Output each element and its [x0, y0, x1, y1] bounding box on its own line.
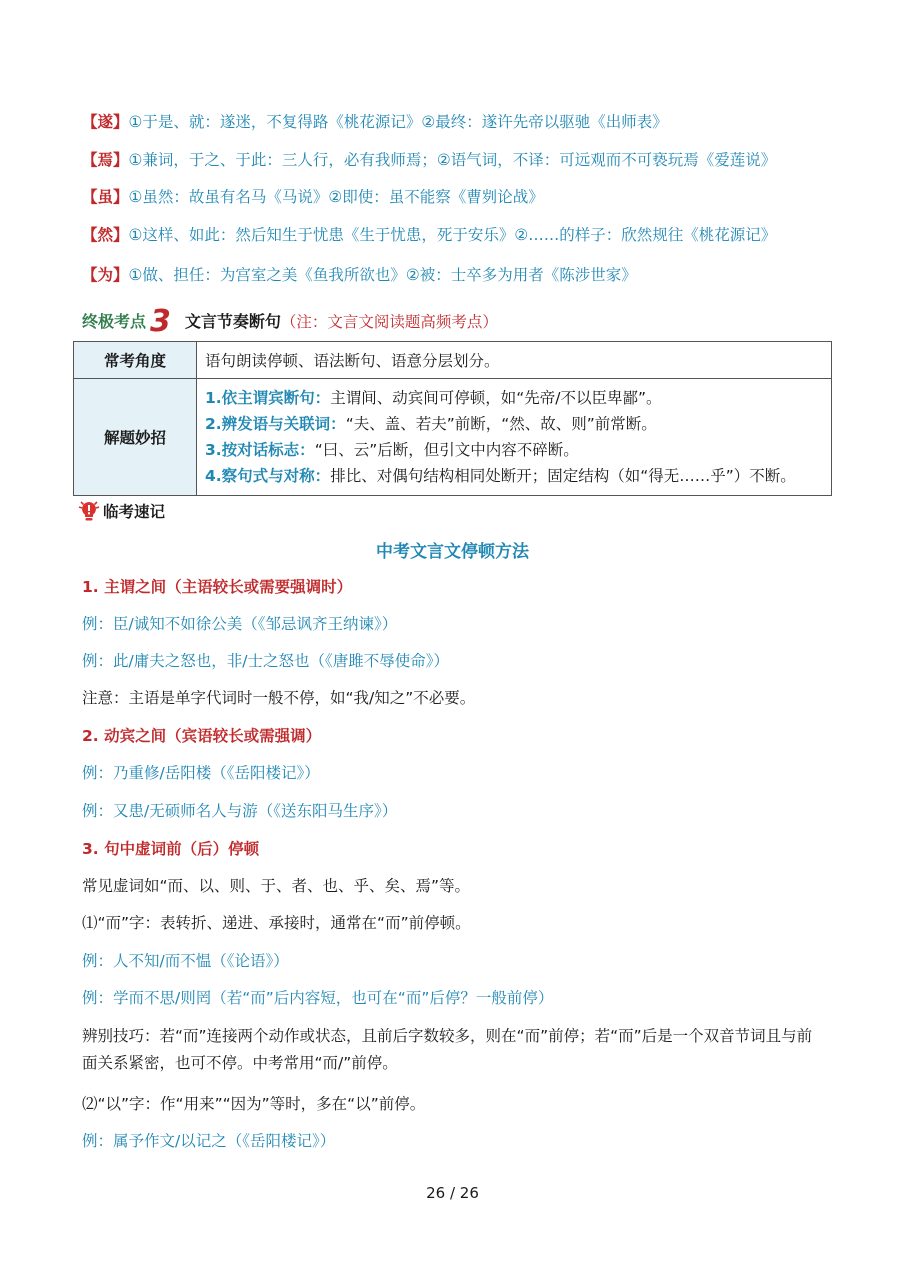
content-line: 辨别技巧：若“而”连接两个动作或状态，且前后字数较多，则在“而”前停；若“而”后是一个双音节词且与前: [82, 1027, 813, 1045]
section-note: （注：文言文阅读题高频考点）: [280, 313, 498, 331]
memo-label: 临考速记: [103, 503, 166, 521]
content-line: 注意：主语是单字代词时一般不停，如“我/知之”不必要。: [82, 689, 476, 707]
tip-key: 2.辨发语与关联词：: [205, 415, 346, 433]
word-char: 【虽】: [82, 188, 129, 206]
section-heading: 文言节奏断句: [184, 312, 281, 331]
tip-key: 4.察句式与对称：: [205, 467, 331, 485]
word-definition: ①于是、就：遂迷，不复得路《桃花源记》②最终：遂许先帝以驱驰《出师表》: [128, 113, 668, 131]
tip-key: 3.按对话标志：: [205, 441, 315, 459]
content-line: 例：乃重修/岳阳楼（《岳阳楼记》）: [82, 764, 320, 782]
word-entry: [82, 149, 776, 171]
content-line: ⑴“而”字：表转折、递进、承接时，通常在“而”前停顿。: [82, 914, 471, 932]
memo-heading: [78, 499, 165, 525]
content-line: 例：属予作文/以记之（《岳阳楼记》）: [82, 1132, 336, 1150]
tip-text: 排比、对偶句结构相同处断开；固定结构（如“得无……乎”）不断。: [330, 467, 796, 485]
content-line: 例：此/庸夫之怒也，非/士之怒也（《唐雎不辱使命》）: [82, 652, 449, 670]
tip-key: 1.依主谓宾断句：: [205, 389, 331, 407]
section-title: [82, 304, 498, 339]
table-head-cell: 解题妙招: [74, 379, 197, 496]
word-entry: [82, 111, 668, 133]
content-line: 例：又患/无硕师名人与游（《送东阳马生序》）: [82, 802, 398, 820]
page-number: 26 / 26: [426, 1184, 479, 1202]
content-line: 面关系紧密，也可不停。中考常用“而/”前停。: [82, 1054, 398, 1072]
content-line: 1. 主谓之间（主语较长或需要强调时）: [82, 578, 353, 596]
lightbulb-alert-icon: [78, 503, 103, 521]
content-title: 中考文言文停顿方法: [376, 542, 529, 562]
content-line: 例：学而不思/则罔（若“而”后内容短，也可在“而”后停？一般前停）: [82, 989, 554, 1007]
word-char: 【焉】: [82, 151, 129, 169]
content-line: ⑵“以”字：作“用来”“因为”等时，多在“以”前停。: [82, 1095, 426, 1113]
table-body-cell: [197, 379, 832, 496]
word-entry: [82, 224, 776, 246]
word-char: 【然】: [82, 226, 129, 244]
table-row: [74, 379, 832, 496]
word-definition: ①这样、如此：然后知生于忧患《生于忧患，死于安乐》②……的样子：欣然规往《桃花源记》: [128, 226, 777, 244]
content-line: 3. 句中虚词前（后）停顿: [82, 840, 260, 858]
word-entry: [82, 264, 637, 286]
table-head-cell: 常考角度: [74, 342, 197, 379]
tip-text: 主谓间、动宾间可停顿，如“先帝/不以臣卑鄙”。: [330, 389, 662, 407]
section-label: 终极考点: [82, 312, 147, 331]
word-definition: ①兼词，于之、于此：三人行，必有我师焉；②语气词，不译：可远观而不可亵玩焉《爱莲说》: [128, 151, 777, 169]
content-line: 2. 动宾之间（宾语较长或需强调）: [82, 727, 322, 745]
word-char: 【为】: [82, 266, 129, 284]
tip-text: “夫、盖、若夫”前断，“然、故、则”前常断。: [345, 415, 657, 433]
table-body-cell: 语句朗读停顿、语法断句、语意分层划分。: [197, 342, 832, 379]
content-line: 常见虚词如“而、以、则、于、者、也、乎、矣、焉”等。: [82, 877, 471, 895]
word-entry: [82, 186, 544, 208]
tip-item: [205, 411, 823, 437]
word-definition: ①虽然：故虽有名马《马说》②即使：虽不能察《曹刿论战》: [128, 188, 544, 206]
tip-item: [205, 385, 823, 411]
content-line: 例：臣/诚知不如徐公美（《邹忌讽齐王纳谏》）: [82, 615, 398, 633]
tips-table: [73, 341, 832, 496]
section-number: 3: [150, 304, 171, 339]
table-row: [74, 342, 832, 379]
tip-item: [205, 437, 823, 463]
word-char: 【遂】: [82, 113, 129, 131]
tip-text: “曰、云”后断，但引文中内容不碎断。: [314, 441, 579, 459]
tip-item: [205, 463, 823, 489]
content-line: 例：人不知/而不愠（《论语》）: [82, 952, 289, 970]
word-definition: ①做、担任：为宫室之美《鱼我所欲也》②被：士卒多为用者《陈涉世家》: [128, 266, 637, 284]
